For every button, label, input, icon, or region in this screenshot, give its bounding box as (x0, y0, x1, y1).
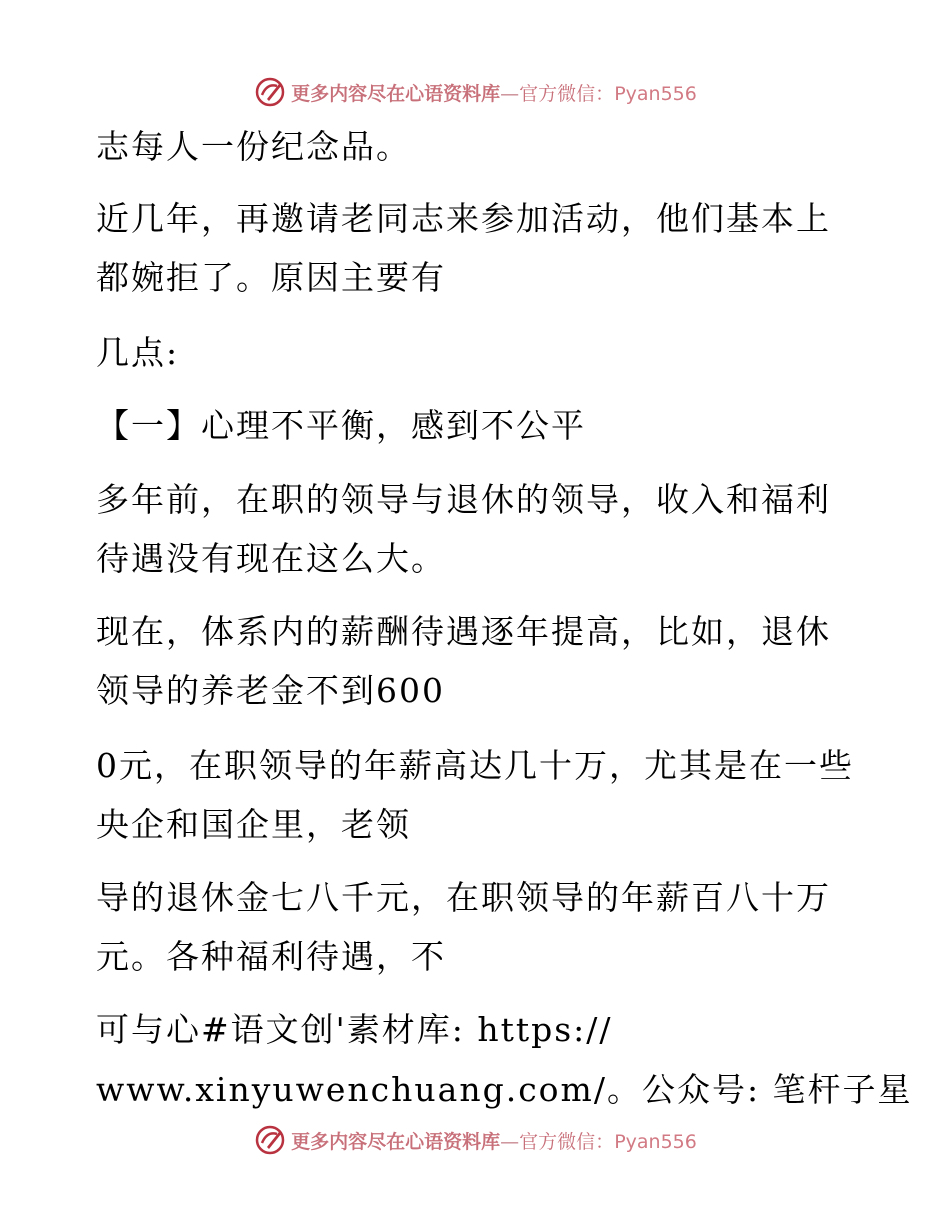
banner-dash: — (500, 82, 520, 105)
banner-inner (253, 75, 697, 109)
body-line: 导的退休金七八千元，在职领导的年薪百八十万 (96, 878, 831, 917)
pen-swirl-logo-icon (253, 75, 287, 109)
body-line: 多年前，在职的领导与退休的领导，收入和福利 (96, 480, 831, 519)
banner-wechat-label: 官方微信： (519, 82, 615, 105)
body-line: 志每人一份纪念品。 (96, 127, 411, 166)
body-line: 元。各种福利待遇，不 (96, 937, 446, 976)
banner-text (291, 1127, 697, 1154)
banner-main: 更多内容尽在心语资料库 (291, 1130, 501, 1153)
banner-wechat-id: Pyan556 (614, 1130, 697, 1153)
banner-wechat-label: 官方微信： (519, 1130, 615, 1153)
banner-dash: — (500, 1130, 520, 1153)
footer-banner (0, 1120, 950, 1160)
body-line: 现在，体系内的薪酬待遇逐年提高，比如，退休 (96, 612, 831, 651)
body-line: 央企和国企里，老领 (96, 805, 411, 844)
body-line: 都婉拒了。原因主要有 (96, 258, 446, 297)
header-banner (0, 72, 950, 112)
banner-wechat-id: Pyan556 (614, 82, 697, 105)
body-line: 领导的养老金不到600 (96, 671, 445, 710)
body-line: 待遇没有现在这么大。 (96, 539, 446, 578)
banner-text (291, 79, 697, 106)
body-line: www.xinyuwenchuang.com/。公众号: 笔杆子星 (96, 1070, 913, 1109)
body-line: 几点: (96, 333, 180, 372)
body-line: 0元，在职领导的年薪高达几十万，尤其是在一些 (96, 746, 854, 785)
banner-main: 更多内容尽在心语资料库 (291, 82, 501, 105)
body-line: 【一】心理不平衡，感到不公平 (96, 406, 586, 445)
body-line: 近几年，再邀请老同志来参加活动，他们基本上 (96, 199, 831, 238)
body-line: 可与心#语文创'素材库: https:// (96, 1010, 613, 1049)
banner-inner (253, 1123, 697, 1157)
pen-swirl-logo-icon (253, 1123, 287, 1157)
